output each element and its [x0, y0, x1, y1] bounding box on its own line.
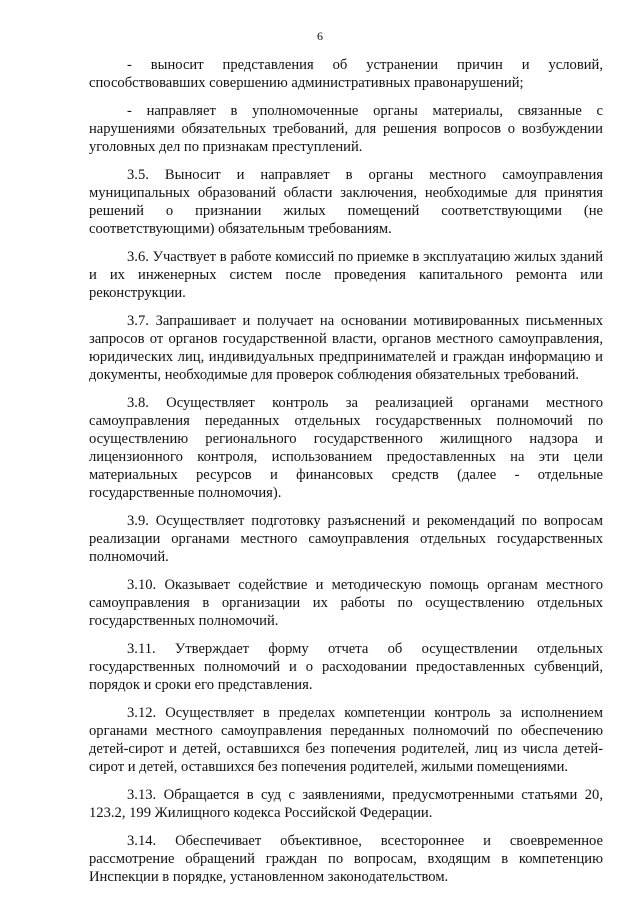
paragraph-3-14: 3.14. Обеспечивает объективное, всестороннее и своевременное рассмотрение обращений граждан по вопросам, входящим в компетенцию Инспекции в порядке, установленном законодательством.: [89, 833, 603, 885]
paragraph-criminal-referrals: - направляет в уполномоченные органы материалы, связанные с нарушениями обязательных требований, для решения вопросов о возбуждении уголовных дел по признакам преступлений.: [89, 103, 603, 155]
paragraph-3-8: 3.8. Осуществляет контроль за реализацией органами местного самоуправления переданных отдельных государственных полномочий по осуществлению регионального государственного жилищного надзора и лицензионного контроля, использованием предоставленных на эти цели материальных ресурсов и финансовых средств (далее - отдельные государственные полномочия).: [89, 395, 603, 501]
paragraph-3-5: 3.5. Выносит и направляет в органы местного самоуправления муниципальных образований области заключения, необходимые для принятия решений о признании жилых помещений соответствующими (не соответствующими) обязательным требованиям.: [89, 167, 603, 237]
paragraph-3-9: 3.9. Осуществляет подготовку разъяснений и рекомендаций по вопросам реализации органами местного самоуправления отдельных государственных полномочий.: [89, 513, 603, 565]
paragraph-3-10: 3.10. Оказывает содействие и методическую помощь органам местного самоуправления в организации их работы по осуществлению отдельных государственных полномочий.: [89, 577, 603, 629]
page-number: 6: [317, 29, 323, 43]
paragraph-3-12: 3.12. Осуществляет в пределах компетенции контроль за исполнением органами местного самоуправления переданных полномочий по обеспечению детей-сирот и детей, оставшихся без попечения родителей, лиц из числа детей-сирот и детей, оставшихся без попечения родителей, жилыми помещениями.: [89, 705, 603, 775]
document-body: [89, 56, 603, 886]
paragraph-3-7: 3.7. Запрашивает и получает на основании мотивированных письменных запросов от органов государственной власти, органов местного самоуправления, юридических лиц, индивидуальных предпринимателей и граждан информацию и документы, необходимые для проверок соблюдения обязательных требований.: [89, 313, 603, 383]
paragraph-3-6: 3.6. Участвует в работе комиссий по приемке в эксплуатацию жилых зданий и их инженерных систем после проведения капитального ремонта или реконструкции.: [89, 249, 603, 301]
paragraph-3-11: 3.11. Утверждает форму отчета об осуществлении отдельных государственных полномочий и о расходовании предоставленных субвенций, порядок и сроки его представления.: [89, 641, 603, 693]
paragraph-3-13: 3.13. Обращается в суд с заявлениями, предусмотренными статьями 20, 123.2, 199 Жилищного кодекса Российской Федерации.: [89, 787, 603, 821]
paragraph-administrative-offenses: - выносит представления об устранении причин и условий, способствовавших совершению административных правонарушений;: [89, 57, 603, 91]
